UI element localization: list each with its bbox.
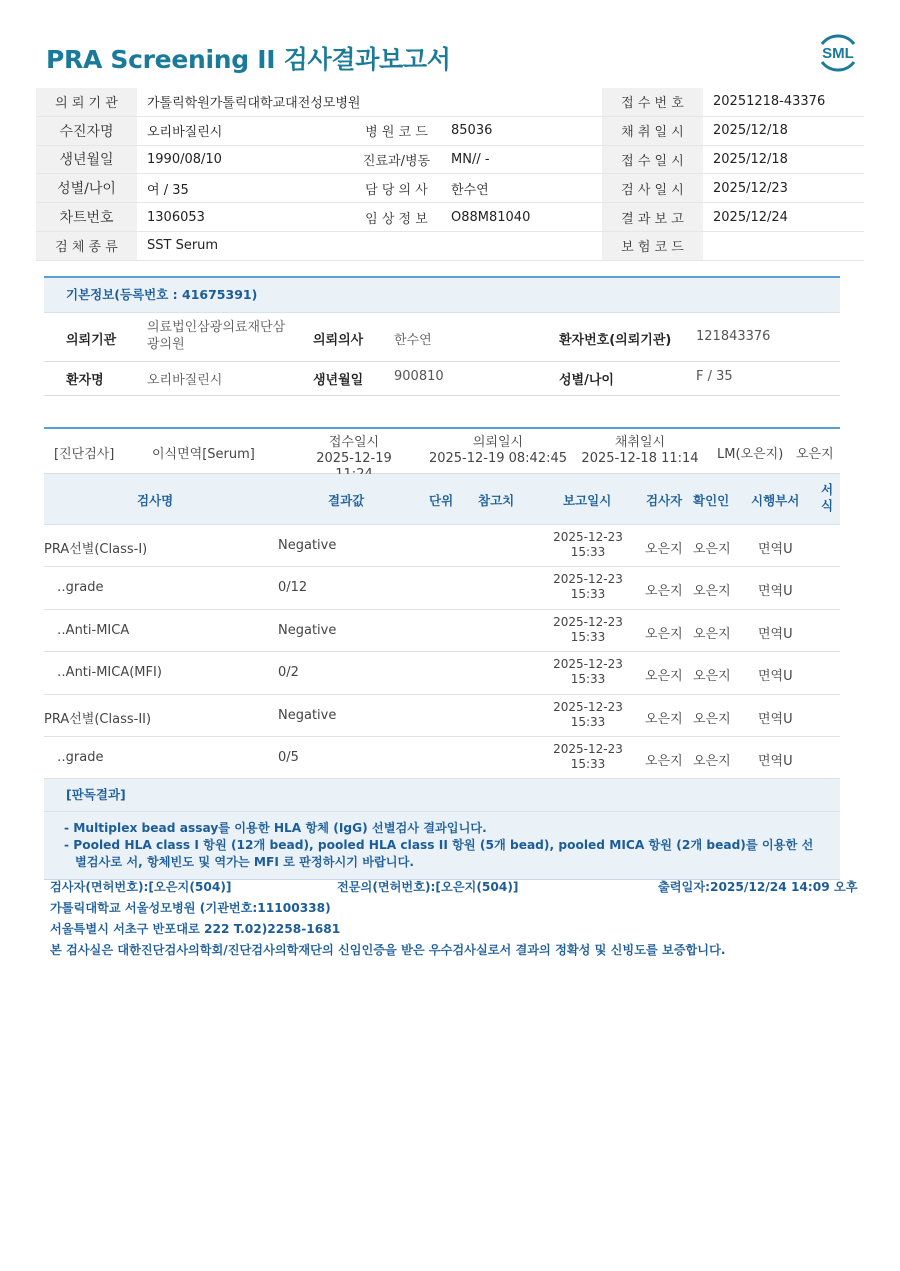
header-value: 1990/08/10 <box>137 145 352 174</box>
value-birthdate: 900810 <box>394 369 444 384</box>
checker-name: 오은지 <box>693 542 731 557</box>
col-report-date: 보고일시 <box>563 493 612 508</box>
header-value: MN// - <box>441 145 602 174</box>
header-value: 85036 <box>441 116 602 145</box>
checker-name: 오은지 <box>693 584 731 600</box>
tester-name: 오은지 <box>645 542 683 557</box>
report-datetime: 2025-12-23 15:33 <box>553 530 623 559</box>
received-datetime: 접수일시 2025-12-19 <box>316 435 392 466</box>
header-value: 2025/12/24 <box>703 203 864 232</box>
report-datetime: 2025-12-23 15:33 <box>553 572 623 602</box>
header-label: 보 험 코 드 <box>602 231 703 260</box>
interpretation-line: - Multiplex bead assay를 이용한 HLA 항체 (IgG) 선별검사 결과입니다. <box>64 821 487 836</box>
result-section <box>44 427 840 880</box>
header-label: 결 과 보 고 <box>602 203 703 232</box>
interpretation-line: - Pooled HLA class I 항원 (12개 bead), pooled HLA class II 항원 (5개 bead), pooled MICA 항원 (2개 bead)를 이용한 선별검사로 서, 항체빈도 및 역가는 MFI 로 판정하시기 바랍니다. <box>64 838 814 870</box>
header-label: 의 뢰 기 관 <box>36 88 137 116</box>
tester-name: 오은지 <box>645 711 683 727</box>
result-row <box>44 737 840 779</box>
header-label: 접 수 일 시 <box>602 145 703 174</box>
header-value: 2025/12/23 <box>703 174 864 203</box>
result-value: 0/5 <box>278 749 299 765</box>
department: 면역U <box>758 584 793 600</box>
header-row <box>36 88 864 116</box>
test-name: ‥Anti-MICA(MFI) <box>57 665 162 681</box>
report-datetime: 2025-12-23 15:33 <box>553 699 623 729</box>
department: 면역U <box>758 626 793 642</box>
header-value: 여 / 35 <box>137 174 352 203</box>
basic-info-section <box>44 276 840 396</box>
requested-datetime: 의뢰일시 2025-12-19 08:42:45 <box>428 435 568 466</box>
patient-header-table <box>36 88 864 261</box>
checker-name: 오은지 <box>693 711 731 727</box>
result-value: Negative <box>278 707 337 723</box>
report-datetime: 2025-12-23 15:33 <box>553 614 623 644</box>
department: 면역U <box>758 542 793 557</box>
basic-info-row <box>44 362 840 396</box>
tester-name: 오은지 <box>645 753 683 769</box>
header-label: 담 당 의 사 <box>352 174 441 203</box>
header-value: SST Serum <box>137 231 352 260</box>
result-value: Negative <box>278 538 337 553</box>
responsible-person: 오은지 <box>796 447 834 462</box>
report-datetime: 2025-12-23 15:33 <box>553 657 623 687</box>
result-value: 0/2 <box>278 665 299 681</box>
interpretation-heading: [판독결과] <box>44 779 840 812</box>
test-name: PRA선별(Class-I) <box>44 542 148 557</box>
header-value <box>703 231 864 260</box>
header-row <box>36 174 864 203</box>
footer-printed-date: 출력일자:2025/12/24 14:09 오후 <box>658 880 858 894</box>
tester-name: 오은지 <box>645 669 683 685</box>
footer-specialist: 전문의(면허번호):[오은지(504)] <box>337 880 519 894</box>
label-requesting-doctor: 의뢰의사 <box>313 333 364 348</box>
checker-name: 오은지 <box>693 753 731 769</box>
test-name: PRA선별(Class-II) <box>44 711 152 727</box>
header-label: 접 수 번 호 <box>602 88 703 116</box>
header-value: 가톨릭학원가톨릭대학교대전성모병원 <box>137 88 602 116</box>
footer-hospital: 가톨릭대학교 서울성모병원 (기관번호:11100338) <box>50 901 331 915</box>
col-unit: 단위 <box>429 493 454 508</box>
department: 면역U <box>758 753 793 769</box>
test-name: ‥grade <box>57 749 104 765</box>
exam-category: [진단검사] <box>54 447 115 462</box>
value-patient-number: 121843376 <box>696 329 771 344</box>
value-requesting-doctor: 한수연 <box>394 333 432 348</box>
blank-cell <box>352 231 441 260</box>
header-value: 2025/12/18 <box>703 145 864 174</box>
sml-logo <box>814 28 862 76</box>
result-row <box>44 610 840 652</box>
col-reference: 참고치 <box>478 493 515 508</box>
header-value: 한수연 <box>441 174 602 203</box>
header-value: 1306053 <box>137 203 352 232</box>
footer-tester: 검사자(면허번호):[오은지(504)] <box>50 880 232 894</box>
exam-meta-row <box>44 427 840 474</box>
basic-info-heading: 기본정보(등록번호 : 41675391) <box>44 276 840 313</box>
logo-text: SML <box>822 45 854 62</box>
result-value: 0/12 <box>278 580 308 596</box>
blank-cell <box>441 231 602 260</box>
col-tester: 검사자 <box>646 493 683 508</box>
header-value: 20251218-43376 <box>703 88 864 116</box>
header-row <box>36 203 864 232</box>
col-department: 시행부서 <box>751 493 800 508</box>
exam-specimen: 이식면역[Serum] <box>152 447 255 462</box>
header-label: 검 사 일 시 <box>602 174 703 203</box>
tester-name: 오은지 <box>645 584 683 600</box>
header-label: 생년월일 <box>36 145 137 174</box>
report-datetime: 2025-12-23 15:33 <box>553 741 623 771</box>
department: 면역U <box>758 669 793 685</box>
col-checker: 확인인 <box>693 493 730 508</box>
header-value: O88M81040 <box>441 203 602 232</box>
value-requesting-org: 의료법인삼광의료재단삼 광의원 <box>147 320 286 352</box>
tester-name: 오은지 <box>645 626 683 642</box>
header-value: 2025/12/18 <box>703 116 864 145</box>
value-patient-name: 오리바질린시 <box>147 373 223 388</box>
label-patient-number: 환자번호(의뢰기관) <box>559 333 672 348</box>
result-table-body <box>44 525 840 779</box>
checker-name: 오은지 <box>693 626 731 642</box>
header-row <box>36 231 864 260</box>
value-sex-age: F / 35 <box>696 369 733 384</box>
lm-person: LM(오은지) <box>717 447 784 462</box>
header-label: 차트번호 <box>36 203 137 232</box>
label-requesting-org: 의뢰기관 <box>66 333 117 348</box>
checker-name: 오은지 <box>693 669 731 685</box>
result-row <box>44 567 840 609</box>
header-value: 오리바질린시 <box>137 116 352 145</box>
footer-certification: 본 검사실은 대한진단검사의학회/진단검사의학재단의 신임인증을 받은 우수검사실로서 결과의 정확성 및 신빙도를 보증합니다. <box>50 943 726 957</box>
col-form: 서 식 <box>821 482 834 513</box>
department: 면역U <box>758 711 793 727</box>
label-birthdate: 생년월일 <box>313 373 364 388</box>
col-result: 결과값 <box>328 493 365 508</box>
header-label: 성별/나이 <box>36 174 137 203</box>
report-title: PRA Screening II 검사결과보고서 <box>46 45 451 74</box>
footer-address: 서울특별시 서초구 반포대로 222 T.02)2258-1681 <box>50 922 341 936</box>
header-label: 임 상 정 보 <box>352 203 441 232</box>
header-row <box>36 145 864 174</box>
header-label: 검 체 종 류 <box>36 231 137 260</box>
result-row <box>44 695 840 737</box>
result-row <box>44 652 840 694</box>
header-label: 병 원 코 드 <box>352 116 441 145</box>
label-patient-name: 환자명 <box>66 373 104 388</box>
interpretation-text <box>44 812 840 880</box>
header-row <box>36 116 864 145</box>
collected-datetime: 채취일시 2025-12-18 11:14 <box>581 435 699 466</box>
test-name: ‥grade <box>57 580 104 596</box>
result-column-header <box>44 474 840 525</box>
result-value: Negative <box>278 622 337 638</box>
header-label: 채 취 일 시 <box>602 116 703 145</box>
col-test-name: 검사명 <box>137 493 174 508</box>
header-label: 수진자명 <box>36 116 137 145</box>
label-sex-age: 성별/나이 <box>559 373 614 388</box>
header-label: 진료과/병동 <box>352 145 441 174</box>
result-row <box>44 525 840 567</box>
test-name: ‥Anti-MICA <box>57 622 130 638</box>
basic-info-row <box>44 313 840 362</box>
